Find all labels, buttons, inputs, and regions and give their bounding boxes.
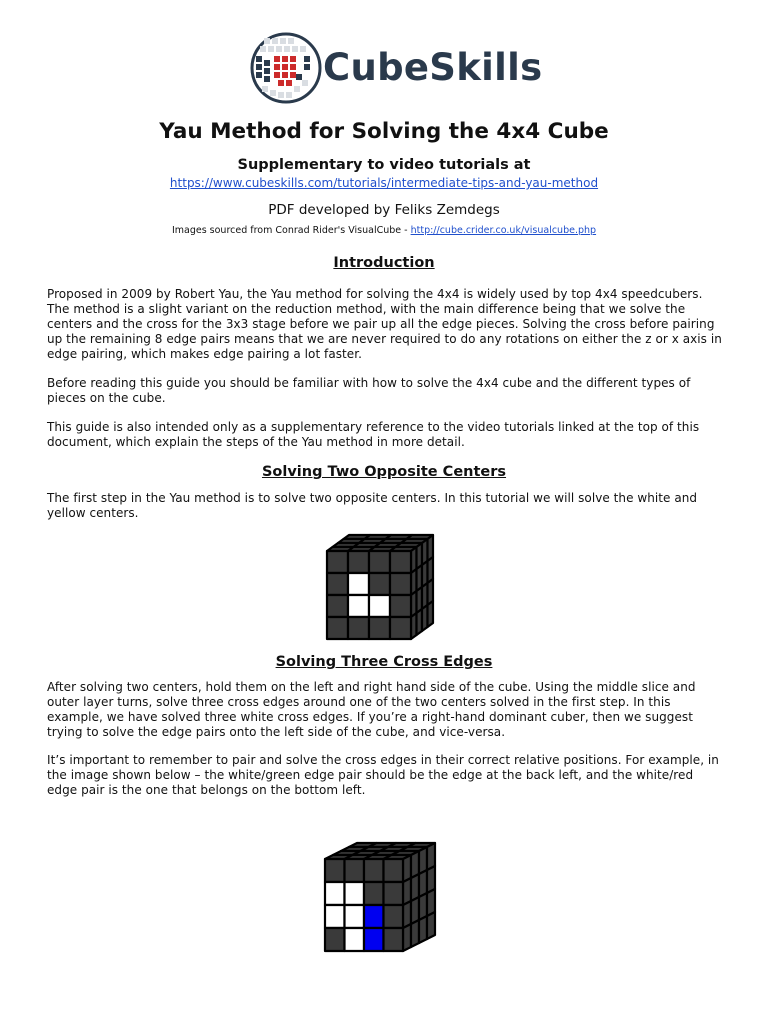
cube-front-sticker	[325, 905, 345, 928]
cube-front-sticker	[384, 859, 404, 882]
two-centers-paragraph: The first step in the Yau method is to solve two opposite centers. In this tutorial we will solve the white and yellow centers.	[47, 491, 698, 520]
introduction-paragraph-1: Proposed in 2009 by Robert Yau, the Yau method for solving the 4x4 is widely used by top 4x4 speedcubers. The method is a slight variant on the reduction method, with the main difference being that we solve the centers and the cross for the 3x3 stage before we pair up all the edge pieces. Solving the cross before pairing up the remaining 8 edge pairs means that we are never required to do any rotations on either the z or x axis in edge pairing, which makes edge pairing a lot faster.	[47, 287, 722, 361]
cube-front-sticker	[348, 573, 369, 595]
images-credit-text: Images sourced from Conrad Rider's VisualCube -	[171, 225, 411, 236]
cross-edges-paragraph-2: It’s important to remember to pair and solve the cross edges in their correct relative positions. For example, in the image shown below – the white/green edge pair should be the edge at the back left, and the white/red edge pair is the one that belongs on the bottom left.	[47, 753, 719, 797]
cube-front-sticker	[345, 859, 365, 882]
cube-front-sticker	[327, 573, 348, 595]
two-centers-heading: Solving Two Opposite Centers	[261, 464, 507, 480]
cube-front-sticker	[327, 595, 348, 617]
cube-front-sticker	[390, 617, 411, 639]
tutorial-link[interactable]: https://www.cubeskills.com/tutorials/intermediate-tips-and-yau-method	[169, 176, 599, 190]
cube-front-sticker	[348, 595, 369, 617]
cube-front-sticker	[390, 595, 411, 617]
cube-front-sticker	[384, 882, 404, 905]
cube-front-sticker	[327, 551, 348, 573]
cube-front-sticker	[348, 617, 369, 639]
brand-name: CubeSkills	[323, 46, 543, 89]
cube-front-sticker	[390, 573, 411, 595]
cube-right-sticker	[428, 601, 434, 627]
cube-front-sticker	[369, 551, 390, 573]
cube-front-sticker	[369, 595, 390, 617]
cube-front-sticker	[364, 905, 384, 928]
cube-front-sticker	[390, 551, 411, 573]
cross-edges-paragraph-1: After solving two centers, hold them on the left and right hand side of the cube. Using the middle slice and outer layer turns, solve three cross edges around one of the two centers solved in the first step. In this example, we have solved three white cross edges. If you’re a right-hand dominant cuber, then we suggest trying to solve the edge pairs onto the left side of the cube, and vice-versa.	[47, 680, 696, 739]
cube-front-sticker	[369, 573, 390, 595]
introduction-paragraph-3: This guide is also intended only as a supplementary reference to the video tutorials linked at the top of this document, which explain the steps of the Yau method in more detail.	[47, 420, 700, 449]
cross-edges-heading: Solving Three Cross Edges	[275, 654, 493, 670]
cube-front-sticker	[369, 617, 390, 639]
cube-front-sticker	[348, 551, 369, 573]
cube-grid-logo-icon	[252, 34, 320, 102]
developer-credit: PDF developed by Feliks Zemdegs	[268, 202, 500, 218]
cube-front-sticker	[364, 859, 384, 882]
cube-front-sticker	[364, 928, 384, 951]
cube-two-centers-image	[315, 527, 445, 645]
cube-front-sticker	[384, 928, 404, 951]
introduction-paragraph-2: Before reading this guide you should be familiar with how to solve the 4x4 cube and the different types of pieces on the cube.	[47, 376, 691, 405]
cube-front-sticker	[325, 928, 345, 951]
cube-cross-edges-image	[313, 835, 451, 955]
cube-front-sticker	[325, 882, 345, 905]
document-title: Yau Method for Solving the 4x4 Cube	[159, 119, 609, 144]
cube-front-sticker	[327, 617, 348, 639]
cube-front-sticker	[384, 905, 404, 928]
cube-front-sticker	[345, 905, 365, 928]
cube-right-sticker	[419, 916, 427, 943]
cube-front-sticker	[345, 882, 365, 905]
introduction-heading: Introduction	[333, 255, 435, 271]
cube-front-sticker	[325, 859, 345, 882]
images-credit	[0, 224, 768, 238]
cube-right-sticker	[403, 924, 411, 951]
document-subtitle: Supplementary to video tutorials at	[237, 157, 531, 173]
cube-front-sticker	[364, 882, 384, 905]
cube-right-sticker	[411, 920, 419, 947]
cube-front-sticker	[345, 928, 365, 951]
cube-right-sticker	[427, 912, 435, 939]
visualcube-link[interactable]: http://cube.crider.co.uk/visualcube.php	[410, 225, 597, 236]
